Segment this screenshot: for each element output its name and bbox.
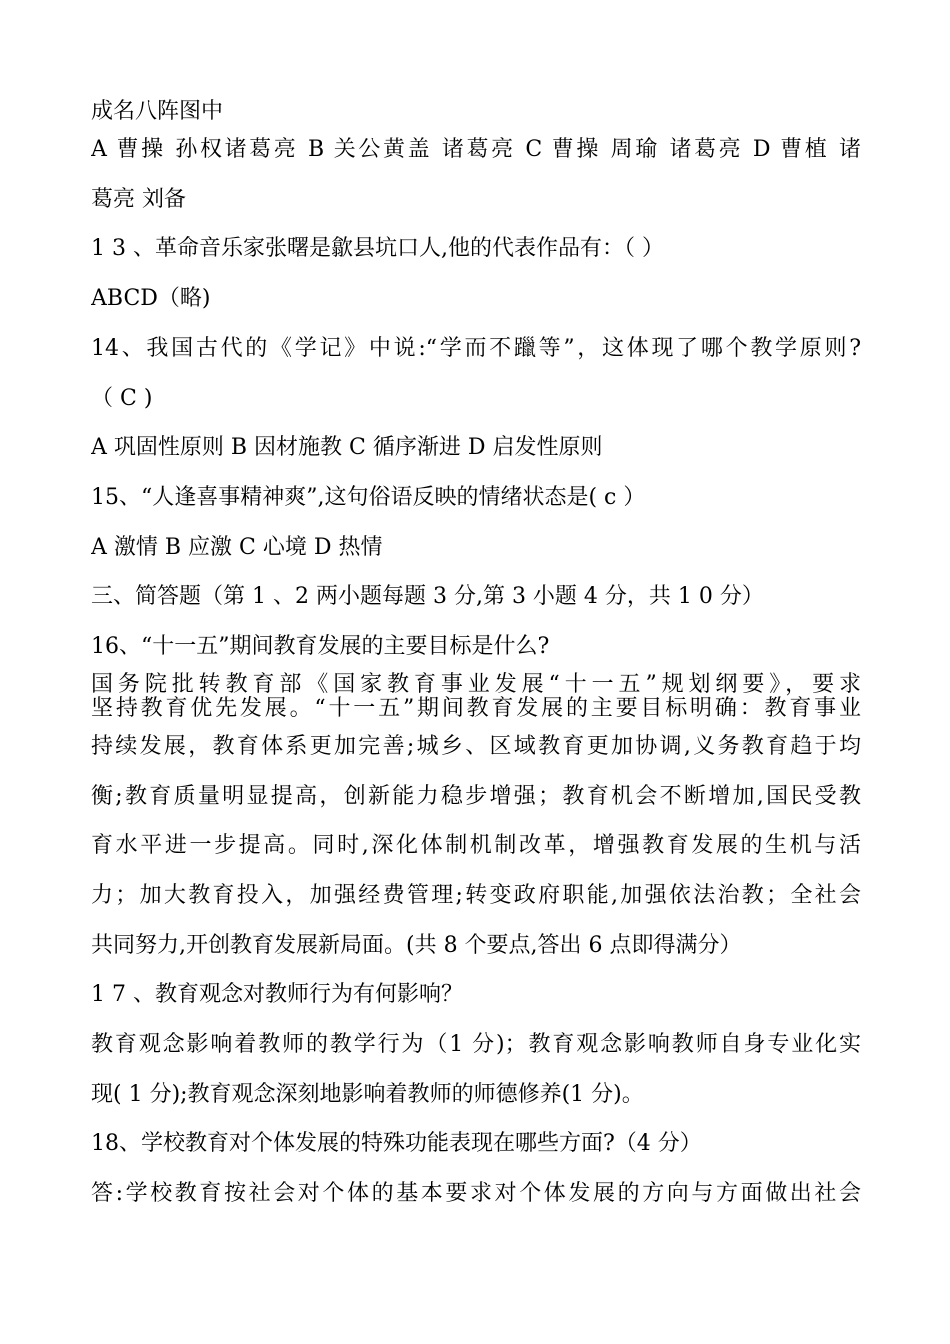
section-heading: 三、简答题（第 1 、2 两小题每题 3 分,第 3 小题 4 分，共 1 0 分）	[91, 584, 764, 609]
text-line: 现( 1 分);教育观念深刻地影响着教师的师德修养(1 分)。	[91, 1082, 644, 1107]
text-line: 1 7 、教育观念对教师行为有何影响？	[91, 982, 463, 1007]
text-line: 育水平进一步提高。同时,深化体制机制改革，增强教育发展的生机与活	[91, 833, 861, 858]
text-line: 18、学校教育对个体发展的特殊功能表现在哪些方面?（4 分）	[91, 1131, 702, 1156]
text-line: 答:学校教育按社会对个体的基本要求对个体发展的方向与方面做出社会	[91, 1181, 861, 1206]
text-line: 共同努力,开创教育发展新局面。(共 8 个要点,答出 6 点即得满分）	[91, 933, 742, 958]
text-line: 教育观念影响着教师的教学行为（1 分)；教育观念影响教师自身专业化实	[91, 1032, 861, 1057]
text-line: 16、“十一五”期间教育发展的主要目标是什么?	[91, 634, 550, 659]
text-line: 1 3 、革命音乐家张曙是歙县坑口人,他的代表作品有：（ ）	[91, 236, 664, 261]
text-line: 葛亮 刘备	[91, 187, 186, 212]
text-line: 衡;教育质量明显提高，创新能力稳步增强；教育机会不断增加,国民受教	[91, 784, 861, 809]
text-line: 力；加大教育投入，加强经费管理;转变政府职能,加强依法治教；全社会	[91, 883, 861, 908]
text-line: （ C )	[91, 386, 153, 411]
text-line: A 巩固性原则 B 因材施教 C 循序渐进 D 启发性原则	[91, 435, 603, 460]
text-line: 15、“人逢喜事精神爽”,这句俗语反映的情绪状态是( c ）	[91, 485, 646, 510]
text-line: 国务院批转教育部《国家教育事业发展“十一五”规划纲要》，要求	[91, 672, 861, 697]
text-line: ABCD（略)	[91, 286, 211, 311]
text-line: A 曹操 孙权诸葛亮 B 关公黄盖 诸葛亮 C 曹操 周瑜 诸葛亮 D 曹植 诸	[91, 137, 861, 162]
text-line: 成名八阵图中	[91, 99, 224, 124]
text-line: 持续发展，教育体系更加完善;城乡、区域教育更加协调,义务教育趋于均	[91, 734, 861, 759]
text-line: A 激情 B 应激 C 心境 D 热情	[91, 535, 383, 560]
text-line: 14、我国古代的《学记》中说:“学而不躐等”，这体现了哪个教学原则?	[91, 336, 861, 361]
text-line: 坚持教育优先发展。“十一五”期间教育发展的主要目标明确：教育事业	[91, 696, 861, 721]
